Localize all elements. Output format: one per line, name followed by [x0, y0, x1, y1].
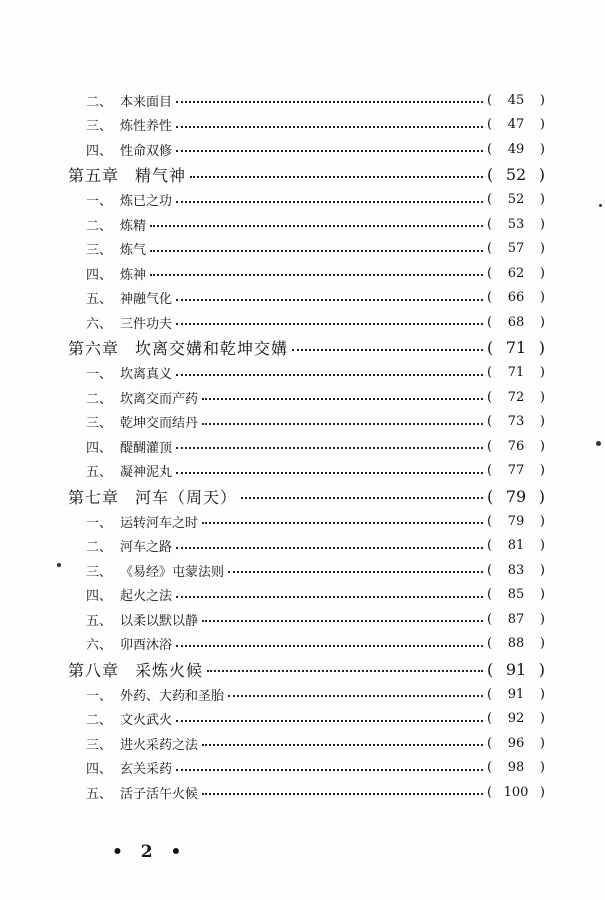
toc-section-row [0, 434, 605, 459]
entry-number: 第八章 [68, 660, 120, 680]
entry-title: 文火武火 [120, 713, 173, 729]
toc-section-row [0, 707, 605, 732]
entry-title: 炼精 [120, 218, 147, 234]
close-paren: ) [539, 538, 545, 554]
page-number: 91 [505, 659, 527, 679]
entry-number: 六、 [86, 638, 113, 654]
page-reference [487, 711, 545, 726]
page-number: 87 [507, 611, 525, 627]
entry-number: 五、 [86, 292, 113, 308]
entry-number: 三、 [86, 564, 113, 580]
entry-number: 二、 [86, 713, 113, 729]
open-paren: ( [487, 314, 493, 330]
page-reference [487, 390, 545, 405]
page-reference [487, 439, 545, 454]
entry-number: 四、 [86, 589, 113, 605]
entry-title: 卯酉沐浴 [120, 638, 173, 654]
entry-title: 本来面目 [120, 94, 173, 110]
page-number: 92 [507, 711, 525, 727]
entry-title: 活子活午火候 [120, 786, 199, 802]
open-paren: ( [487, 165, 494, 184]
toc-section-row [0, 756, 605, 781]
dot-leader [176, 720, 483, 722]
close-paren: ) [539, 414, 545, 430]
page-reference [487, 660, 545, 679]
page-number: 52 [505, 165, 527, 184]
open-paren: ( [487, 265, 493, 281]
close-paren: ) [539, 290, 545, 306]
close-paren: ) [538, 659, 545, 679]
entry-title: 炼已之功 [120, 194, 173, 210]
entry-title: 乾坤交而结丹 [120, 416, 199, 432]
dot-leader [176, 374, 483, 376]
entry-number: 二、 [86, 391, 113, 407]
close-paren: ) [539, 587, 545, 603]
entry-title: 进火采药之法 [120, 737, 199, 753]
entry-title: 凝神泥丸 [120, 465, 173, 481]
scan-speck [599, 204, 602, 207]
page-reference [487, 587, 545, 602]
dot-leader [176, 126, 483, 128]
page-reference [487, 93, 545, 108]
close-paren: ) [539, 463, 545, 479]
toc-section-row [0, 509, 605, 534]
entry-title: 以柔以默以静 [120, 613, 199, 629]
toc-section-row [0, 780, 605, 805]
toc-section-row [0, 731, 605, 756]
open-paren: ( [487, 117, 493, 133]
page-number: 100 [503, 784, 529, 800]
entry-number: 一、 [86, 688, 113, 704]
entry-number: 五、 [86, 465, 113, 481]
entry-title: 炼神 [120, 267, 147, 283]
page-number: 96 [507, 735, 525, 751]
page-number: 83 [507, 562, 525, 578]
entry-number: 五、 [86, 786, 113, 802]
entry-title: 采炼火候 [135, 660, 204, 680]
page-number: 79 [505, 486, 527, 506]
entry-number: 六、 [86, 316, 113, 332]
dot-leader [241, 497, 483, 499]
entry-title: 起火之法 [120, 589, 173, 605]
dot-leader [176, 299, 483, 301]
dot-leader [207, 670, 483, 672]
open-paren: ( [487, 611, 493, 627]
entry-title: 玄关采药 [120, 762, 173, 778]
toc-section-row [0, 410, 605, 435]
entry-number: 三、 [86, 119, 113, 135]
open-paren: ( [487, 486, 494, 506]
open-paren: ( [487, 338, 494, 357]
toc-section-row [0, 137, 605, 162]
close-paren: ) [539, 760, 545, 776]
page-number: 72 [507, 389, 525, 405]
open-paren: ( [487, 216, 493, 232]
toc-section-row [0, 212, 605, 237]
page-number: 76 [507, 438, 525, 454]
entry-number: 三、 [86, 416, 113, 432]
toc-section-row [0, 113, 605, 138]
open-paren: ( [487, 290, 493, 306]
close-paren: ) [539, 784, 545, 800]
close-paren: ) [539, 513, 545, 529]
dot-leader [228, 695, 483, 697]
entry-title: 醍醐灌顶 [120, 440, 173, 456]
page-reference [487, 117, 545, 132]
dot-leader [150, 250, 483, 252]
page-reference [487, 538, 545, 553]
page-number: 45 [507, 92, 525, 108]
dot-leader [190, 176, 483, 178]
toc-section-row [0, 534, 605, 559]
toc-section-row [0, 361, 605, 386]
page-number: 91 [507, 686, 525, 702]
entry-title: 炼气 [120, 243, 147, 259]
dot-leader [228, 571, 483, 573]
toc-chapter-row [0, 656, 605, 682]
page-number: 57 [507, 241, 525, 257]
page-number: 88 [507, 636, 525, 652]
page-number: 98 [507, 760, 525, 776]
toc-section-row [0, 632, 605, 657]
dot-leader [202, 398, 483, 400]
entry-number: 四、 [86, 440, 113, 456]
open-paren: ( [487, 141, 493, 157]
page-number: 52 [507, 192, 525, 208]
page-reference [487, 487, 545, 506]
open-paren: ( [487, 414, 493, 430]
entry-number: 第六章 [68, 339, 120, 358]
open-paren: ( [487, 587, 493, 603]
dot-leader [202, 793, 483, 795]
entry-title: 性命双修 [120, 143, 173, 159]
open-paren: ( [487, 192, 493, 208]
open-paren: ( [487, 513, 493, 529]
open-paren: ( [487, 389, 493, 405]
toc-section-row [0, 607, 605, 632]
dot-leader [176, 645, 483, 647]
page-reference [487, 217, 545, 232]
page-reference [487, 338, 545, 357]
dot-leader [176, 447, 483, 449]
close-paren: ) [539, 636, 545, 652]
close-paren: ) [538, 165, 545, 184]
close-paren: ) [539, 686, 545, 702]
toc-chapter-row [0, 483, 605, 509]
entry-number: 二、 [86, 218, 113, 234]
entry-title: 外药、大药和圣胎 [120, 688, 225, 704]
close-paren: ) [539, 711, 545, 727]
toc-section-row [0, 261, 605, 286]
page-reference [487, 463, 545, 478]
page-reference [487, 785, 545, 800]
entry-number: 第七章 [68, 487, 120, 507]
close-paren: ) [539, 735, 545, 751]
dot-leader [292, 349, 483, 351]
entry-number: 一、 [86, 194, 113, 210]
open-paren: ( [487, 735, 493, 751]
open-paren: ( [487, 463, 493, 479]
page-number: 53 [507, 216, 525, 232]
page-number: 79 [507, 513, 525, 529]
page-number: 71 [505, 338, 527, 357]
dot-leader [176, 323, 483, 325]
toc-section-row [0, 682, 605, 707]
page-number: 85 [507, 587, 525, 603]
close-paren: ) [539, 389, 545, 405]
entry-number: 二、 [86, 94, 113, 110]
page-reference [487, 563, 545, 578]
entry-title: 河车（周天） [135, 487, 238, 507]
entry-title: 坎离交媾和乾坤交媾 [135, 339, 289, 358]
open-paren: ( [487, 241, 493, 257]
dot-leader [150, 225, 483, 227]
page-reference [487, 290, 545, 305]
open-paren: ( [487, 562, 493, 578]
entry-title: 坎离真义 [120, 367, 173, 383]
page-reference [487, 315, 545, 330]
dot-leader [176, 769, 483, 771]
close-paren: ) [539, 562, 545, 578]
page-reference [487, 241, 545, 256]
open-paren: ( [487, 636, 493, 652]
close-paren: ) [539, 117, 545, 133]
page-reference [487, 142, 545, 157]
entry-number: 一、 [86, 515, 113, 531]
entry-title: 运转河车之时 [120, 515, 199, 531]
toc-section-row [0, 310, 605, 335]
open-paren: ( [487, 92, 493, 108]
page-number: 47 [507, 117, 525, 133]
entry-number: 三、 [86, 243, 113, 259]
dot-leader [176, 150, 483, 152]
close-paren: ) [539, 216, 545, 232]
open-paren: ( [487, 365, 493, 381]
entry-title: 坎离交而产药 [120, 391, 199, 407]
toc-section-row [0, 188, 605, 213]
open-paren: ( [487, 760, 493, 776]
toc-section-row [0, 583, 605, 608]
dot-leader [176, 101, 483, 103]
dot-leader [202, 620, 483, 622]
toc-section-row [0, 286, 605, 311]
page-reference [487, 687, 545, 702]
page-number: 81 [507, 538, 525, 554]
page-reference [487, 165, 545, 184]
page-reference [487, 760, 545, 775]
entry-title: 三件功夫 [120, 316, 173, 332]
open-paren: ( [487, 784, 493, 800]
entry-title: 炼性养性 [120, 119, 173, 135]
dot-leader [176, 596, 483, 598]
page-reference [487, 612, 545, 627]
page-reference [487, 192, 545, 207]
dot-leader [150, 274, 483, 276]
entry-title: 河车之路 [120, 540, 173, 556]
page-number: 73 [507, 414, 525, 430]
entry-number: 三、 [86, 737, 113, 753]
close-paren: ) [539, 314, 545, 330]
open-paren: ( [487, 659, 494, 679]
entry-number: 五、 [86, 613, 113, 629]
toc-section-row [0, 385, 605, 410]
entry-title: 《易经》屯蒙法则 [120, 564, 225, 580]
toc-chapter-row [0, 335, 605, 361]
close-paren: ) [539, 438, 545, 454]
dot-leader [202, 423, 483, 425]
entry-title: 精气神 [135, 166, 187, 185]
close-paren: ) [539, 92, 545, 108]
dot-leader [176, 547, 483, 549]
page-number: 77 [507, 463, 525, 479]
open-paren: ( [487, 538, 493, 554]
page-number: 62 [507, 265, 525, 281]
close-paren: ) [539, 192, 545, 208]
entry-number: 四、 [86, 267, 113, 283]
dot-leader [202, 744, 483, 746]
dot-leader [176, 472, 483, 474]
toc-section-row [0, 237, 605, 262]
entry-title: 神融气化 [120, 292, 173, 308]
open-paren: ( [487, 711, 493, 727]
table-of-contents [0, 88, 605, 805]
page-number: 68 [507, 314, 525, 330]
entry-number: 二、 [86, 540, 113, 556]
toc-section-row [0, 459, 605, 484]
page-number: 49 [507, 141, 525, 157]
page-number: 66 [507, 290, 525, 306]
close-paren: ) [539, 611, 545, 627]
page-reference [487, 365, 545, 380]
scan-speck [596, 441, 601, 446]
page-reference [487, 514, 545, 529]
entry-number: 四、 [86, 762, 113, 778]
close-paren: ) [539, 241, 545, 257]
entry-number: 第五章 [68, 166, 120, 185]
close-paren: ) [539, 365, 545, 381]
page-reference [487, 636, 545, 651]
dot-leader [176, 201, 483, 203]
close-paren: ) [539, 265, 545, 281]
open-paren: ( [487, 686, 493, 702]
page-number: 71 [507, 365, 525, 381]
page-reference [487, 414, 545, 429]
close-paren: ) [538, 338, 545, 357]
entry-number: 四、 [86, 143, 113, 159]
toc-section-row [0, 88, 605, 113]
open-paren: ( [487, 438, 493, 454]
page-reference [487, 266, 545, 281]
dot-leader [202, 522, 483, 524]
page-number-footer: • 2 • [112, 842, 188, 862]
close-paren: ) [538, 486, 545, 506]
scan-speck [57, 563, 61, 567]
page-reference [487, 736, 545, 751]
toc-section-row [0, 558, 605, 583]
toc-chapter-row [0, 162, 605, 188]
entry-number: 一、 [86, 367, 113, 383]
close-paren: ) [539, 141, 545, 157]
